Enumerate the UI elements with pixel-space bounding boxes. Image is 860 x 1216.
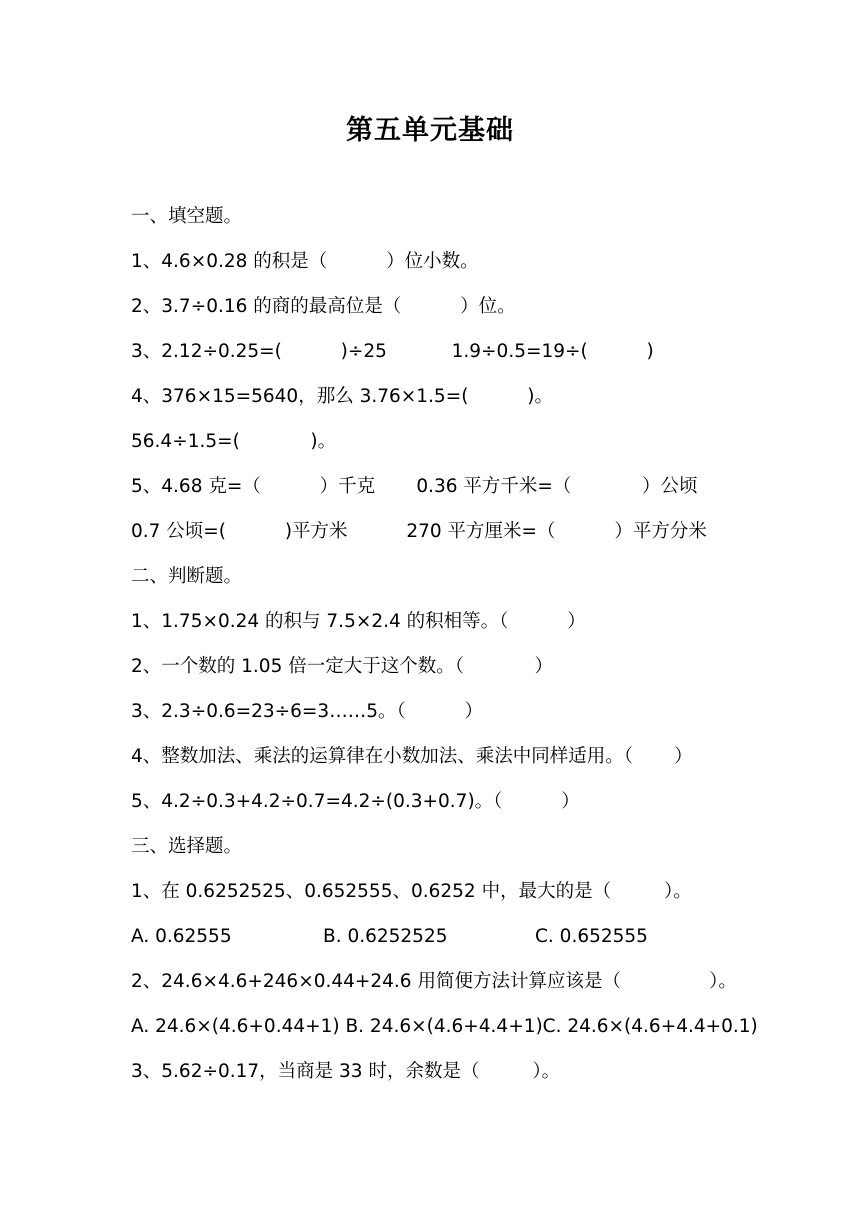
fill-question-5-continued: 0.7 公顷=( )平方米 270 平方厘米=（ ）平方分米 [131, 521, 707, 542]
fill-question-2: 2、3.7÷0.16 的商的最高位是（ ）位。 [131, 296, 516, 317]
fill-question-4: 4、376×15=5640，那么 3.76×1.5=( )。 [131, 386, 553, 407]
section-heading-judge: 二、判断题。 [131, 566, 243, 587]
fill-question-3: 3、2.12÷0.25=( )÷25 1.9÷0.5=19÷( ) [131, 341, 654, 362]
fill-question-4-continued: 56.4÷1.5=( )。 [131, 431, 337, 452]
section-heading-fill: 一、填空题。 [131, 206, 243, 227]
fill-question-1: 1、4.6×0.28 的积是（ ）位小数。 [131, 251, 479, 272]
section-heading-choice: 三、选择题。 [131, 836, 243, 857]
judge-question-2: 2、一个数的 1.05 倍一定大于这个数。（ ） [131, 656, 554, 677]
choice-question-1: 1、在 0.6252525、0.652555、0.6252 中，最大的是（ ）。 [131, 881, 692, 902]
choice-question-3: 3、5.62÷0.17，当商是 33 时，余数是（ ）。 [131, 1061, 561, 1082]
judge-question-3: 3、2.3÷0.6=23÷6=3……5。（ ） [131, 701, 484, 722]
page-title: 第五单元基础 [346, 115, 514, 146]
choice-option-a: A. 0.62555 [131, 926, 232, 947]
fill-question-5: 5、4.68 克=（ ）千克 0.36 平方千米=（ ）公顷 [131, 476, 698, 497]
choice-question-2: 2、24.6×4.6+246×0.44+24.6 用简便方法计算应该是（ ）。 [131, 971, 737, 992]
judge-question-1: 1、1.75×0.24 的积与 7.5×2.4 的积相等。（ ） [131, 611, 586, 632]
choice-question-2-options: A. 24.6×(4.6+0.44+1) B. 24.6×(4.6+4.4+1)C. 24.6×(4.6+4.4+0.1) [131, 1016, 758, 1037]
choice-option-c: C. 0.652555 [535, 926, 648, 947]
judge-question-4: 4、整数加法、乘法的运算律在小数加法、乘法中同样适用。（ ） [131, 746, 693, 767]
choice-option-b: B. 0.6252525 [323, 926, 448, 947]
judge-question-5: 5、4.2÷0.3+4.2÷0.7=4.2÷(0.3+0.7)。（ ） [131, 791, 580, 812]
